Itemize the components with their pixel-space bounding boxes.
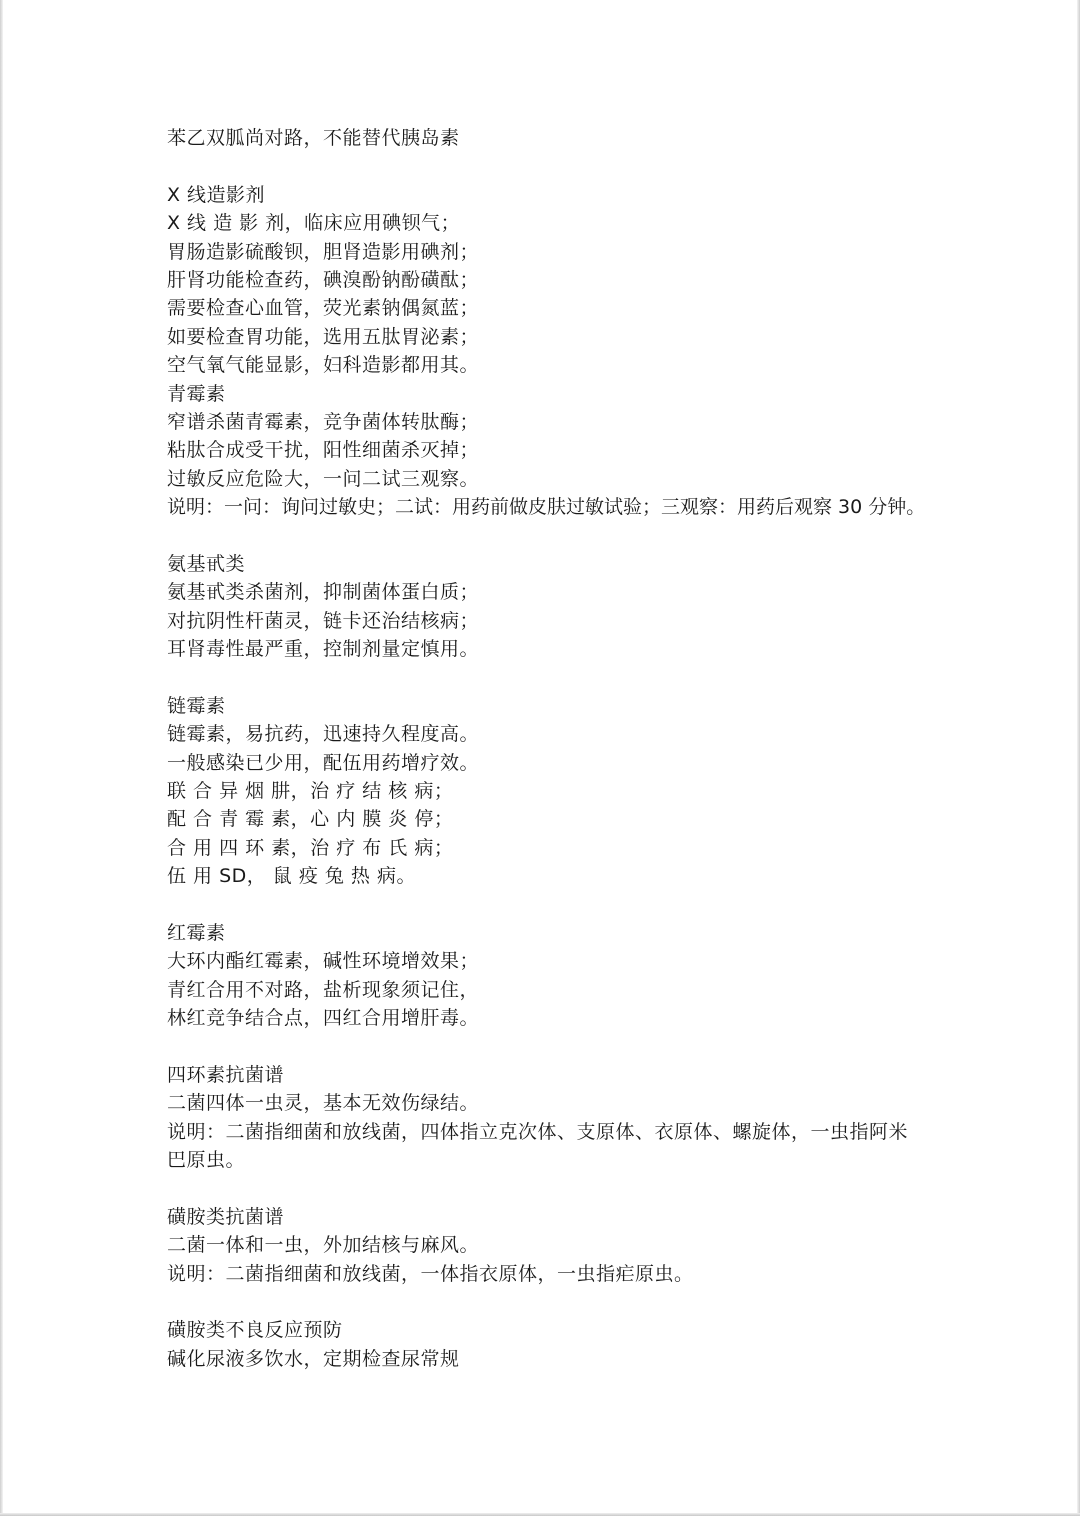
section-heading: 青霉素	[167, 382, 226, 405]
blank-line	[167, 1288, 927, 1316]
verse-line: 窄谱杀菌青霉素，竞争菌体转肽酶；	[167, 410, 480, 433]
verse-line: 二菌四体一虫灵，基本无效伤绿结。	[167, 1092, 480, 1115]
section-heading: 氨基甙类	[167, 552, 246, 575]
verse-line: 联 合 异 烟 肼，治 疗 结 核 病；	[167, 779, 454, 802]
document-body	[167, 124, 927, 1373]
section-heading: 磺胺类抗菌谱	[167, 1205, 285, 1228]
note-line: 说明：一问：询问过敏史；二试：用药前做皮肤过敏试验；三观察：用药后观察 30 分钟。	[167, 496, 926, 519]
blank-line	[167, 1033, 927, 1061]
section-heading: 磺胺类不良反应预防	[167, 1319, 343, 1342]
blank-line	[167, 1174, 927, 1202]
verse-line: 大环内酯红霉素，碱性环境增效果；	[167, 950, 480, 973]
page-edge-left	[0, 0, 3, 1516]
section-heading: 四环素抗菌谱	[167, 1063, 285, 1086]
section-heading: X 线造影剂	[167, 183, 266, 206]
verse-line: 碱化尿液多饮水，定期检查尿常规	[167, 1347, 460, 1370]
section-heading: 红霉素	[167, 921, 226, 944]
verse-line: 空气氧气能显影，妇科造影都用其。	[167, 354, 480, 377]
verse-line: 青红合用不对路，盐析现象须记住，	[167, 978, 480, 1001]
verse-line: 肝肾功能检查药，碘溴酚钠酚磺酞；	[167, 268, 480, 291]
verse-line: 配 合 青 霉 素，心 内 膜 炎 停；	[167, 808, 454, 831]
blank-line	[167, 521, 927, 549]
verse-line: 需要检查心血管，荧光素钠偶氮蓝；	[167, 297, 480, 320]
verse-line: X 线 造 影 剂，临床应用碘钡气；	[167, 212, 461, 235]
verse-line: 链霉素，易抗药，迅速持久程度高。	[167, 723, 480, 746]
verse-line: 胃肠造影硫酸钡，胆肾造影用碘剂；	[167, 240, 480, 263]
note-line: 说明：二菌指细菌和放线菌，一体指衣原体，一虫指疟原虫。	[167, 1262, 694, 1285]
verse-line: 粘肽合成受干扰，阳性细菌杀灭掉；	[167, 439, 480, 462]
verse-line: 氨基甙类杀菌剂，抑制菌体蛋白质；	[167, 581, 480, 604]
section-heading: 链霉素	[167, 694, 226, 717]
verse-line: 二菌一体和一虫，外加结核与麻风。	[167, 1234, 480, 1257]
verse-line: 如要检查胃功能，选用五肽胃泌素；	[167, 325, 480, 348]
verse-line: 伍 用 SD， 鼠 疫 兔 热 病。	[167, 865, 416, 888]
verse-line: 对抗阴性杆菌灵，链卡还治结核病；	[167, 609, 480, 632]
verse-line: 过敏反应危险大，一问二试三观察。	[167, 467, 480, 490]
blank-line	[167, 152, 927, 180]
verse-line: 合 用 四 环 素，治 疗 布 氏 病；	[167, 836, 454, 859]
blank-line	[167, 663, 927, 691]
verse-line: 林红竞争结合点，四红合用增肝毒。	[167, 1007, 480, 1030]
verse-line: 耳肾毒性最严重，控制剂量定慎用。	[167, 638, 480, 661]
blank-line	[167, 891, 927, 919]
verse-line: 一般感染已少用，配伍用药增疗效。	[167, 751, 480, 774]
note-line: 说明：二菌指细菌和放线菌，四体指立克次体、支原体、衣原体、螺旋体，一虫指阿米巴原虫。	[167, 1120, 909, 1172]
text-line: 苯乙双胍尚对路，不能替代胰岛素	[167, 127, 460, 149]
